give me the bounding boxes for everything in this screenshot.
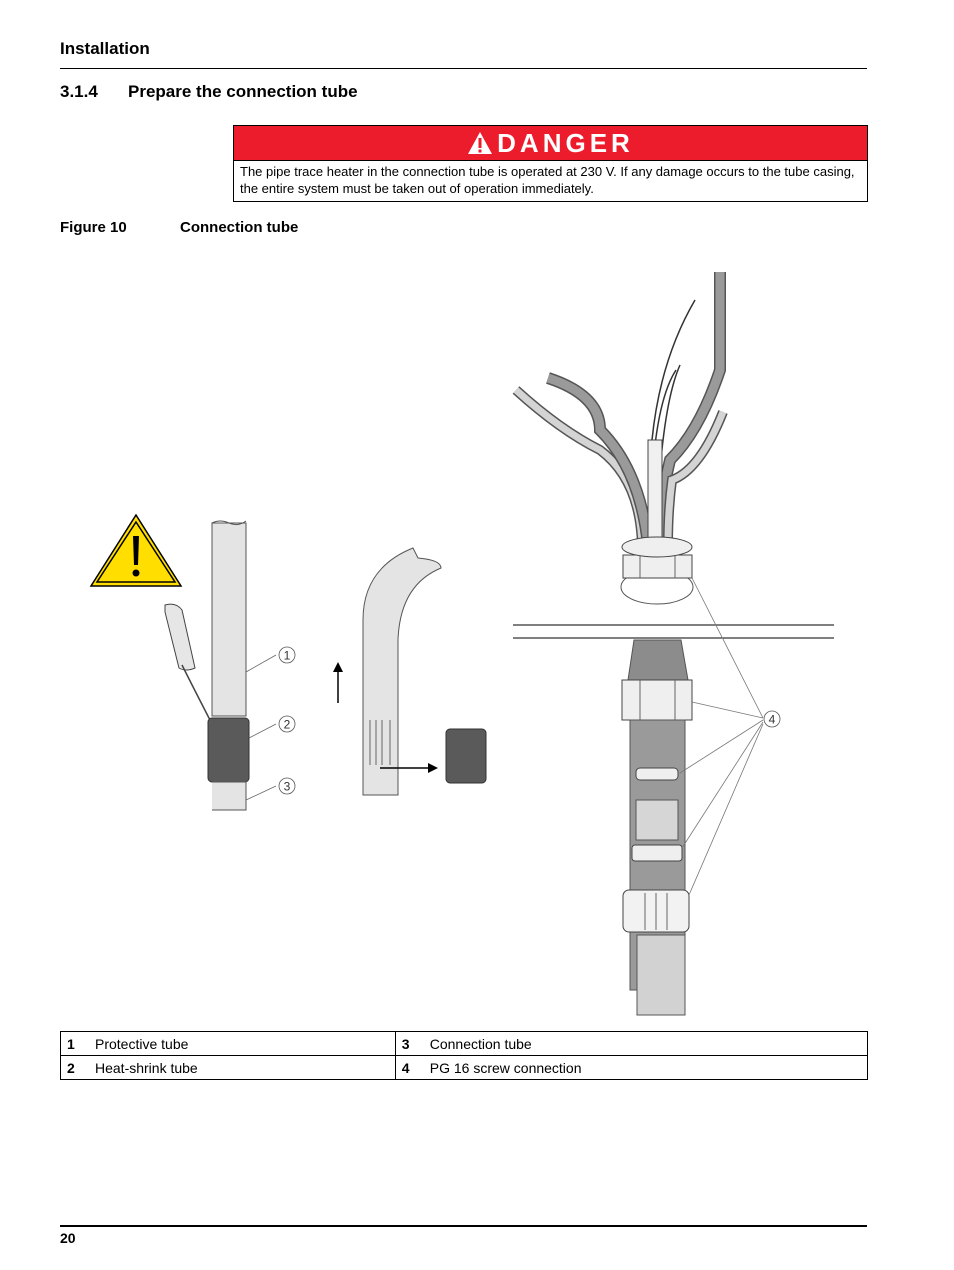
- legend-label: Protective tube: [89, 1032, 395, 1056]
- section-number: 3.1.4: [60, 82, 98, 101]
- callout-4: [764, 711, 780, 727]
- middle-tube-assembly: [333, 548, 486, 795]
- legend-row: [61, 1032, 868, 1056]
- legend-number: 3: [395, 1032, 424, 1056]
- section-heading: [60, 82, 358, 102]
- legend-row: [61, 1056, 868, 1080]
- legend-label: Connection tube: [424, 1032, 868, 1056]
- danger-text: The pipe trace heater in the connection tube is operated at 230 V. If any damage occurs to the tube casing, the entire system must be taken out of operation immediately.: [240, 164, 855, 196]
- left-tube-assembly: [165, 521, 276, 810]
- danger-label: DANGER: [497, 127, 634, 158]
- warning-sign-icon: [91, 515, 181, 586]
- callout-1: [279, 647, 295, 663]
- callout-4-label: 4: [768, 712, 776, 727]
- legend-label: Heat-shrink tube: [89, 1056, 395, 1080]
- header-title: Installation: [60, 39, 150, 58]
- legend-label: PG 16 screw connection: [424, 1056, 868, 1080]
- section-title: Prepare the connection tube: [128, 82, 358, 101]
- legend-number: 2: [61, 1056, 90, 1080]
- figure-title: Connection tube: [180, 219, 299, 236]
- danger-notice: [233, 125, 868, 202]
- callout-1-label: 1: [283, 648, 291, 663]
- callout-3: [279, 778, 295, 794]
- callout-3-label: 3: [283, 779, 291, 794]
- callout-2-label: 2: [283, 717, 291, 732]
- connection-tube-figure: [0, 250, 954, 1030]
- right-cable-assembly: [513, 272, 834, 1015]
- figure-number: Figure 10: [60, 219, 127, 236]
- callout-2: [279, 716, 295, 732]
- warning-triangle-icon: [467, 131, 493, 155]
- footer-rule: [60, 1225, 867, 1227]
- legend-number: 4: [395, 1056, 424, 1080]
- figure-caption: [60, 219, 298, 236]
- page-number: 20: [60, 1230, 76, 1246]
- danger-bar: [234, 126, 867, 161]
- header-rule: [60, 68, 867, 69]
- legend-number: 1: [61, 1032, 90, 1056]
- legend-table: [60, 1031, 868, 1080]
